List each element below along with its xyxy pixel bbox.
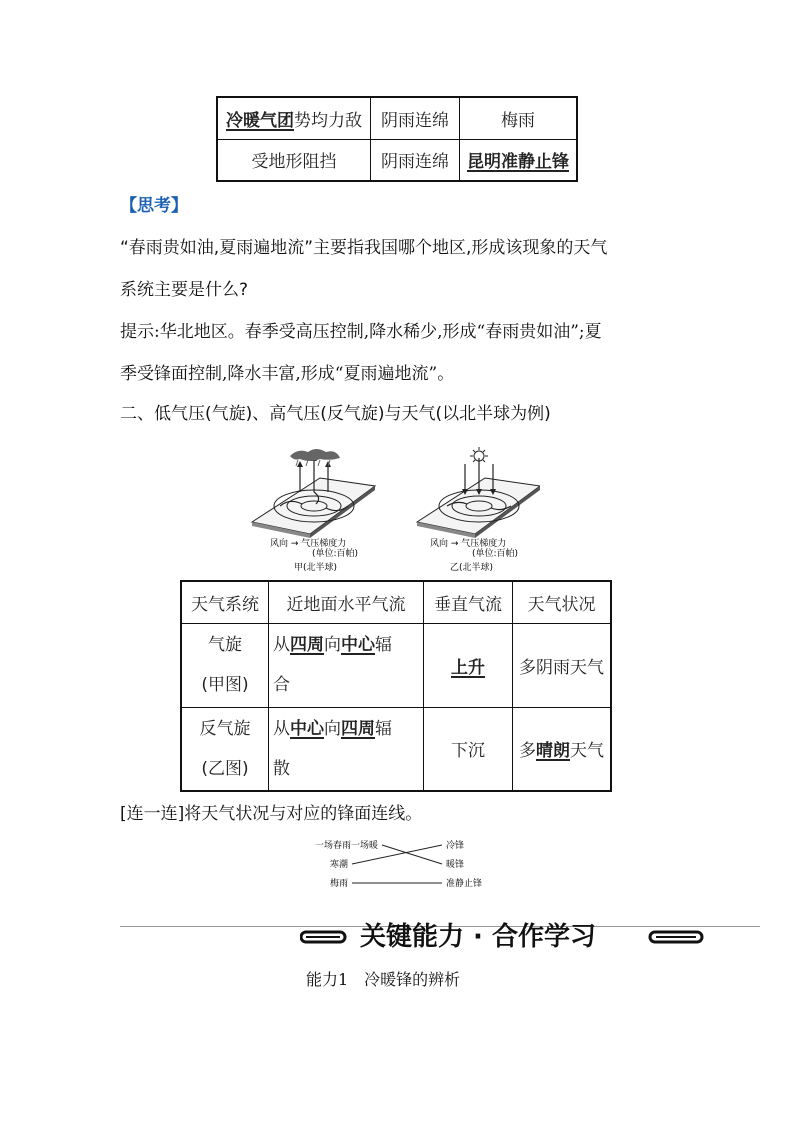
left-caption: 甲(北半球) xyxy=(294,563,338,572)
left-legend: 风向 → 气压梯度力 xyxy=(270,539,347,549)
think-heading: 【思考】 xyxy=(120,196,188,216)
system-figure-ref: (乙图) xyxy=(201,758,249,779)
weather-text: 天气 xyxy=(570,741,604,762)
connect-line xyxy=(382,845,442,864)
flow-cell xyxy=(269,707,424,791)
right-unit: (单位:百帕) xyxy=(472,549,519,559)
connect-left-item: 寒潮 xyxy=(329,860,348,870)
banner-right-ornament xyxy=(648,924,708,946)
emphasis-text: 晴朗 xyxy=(536,741,570,762)
table-weather-systems-top xyxy=(216,96,578,182)
cell-text: 势均力敌 xyxy=(294,110,362,131)
connect-right-item: 准静止锋 xyxy=(446,879,483,889)
header-cell: 天气系统 xyxy=(181,581,269,623)
header-cell: 天气状况 xyxy=(513,581,612,623)
connect-lines-figure xyxy=(300,836,500,892)
vertical-cell: 下沉 xyxy=(424,707,513,791)
think-question-line1: “春雨贵如油,夏雨遍地流”主要指我国哪个地区,形成该现象的天气 xyxy=(120,238,608,258)
table1-cell: 受地形阻挡 xyxy=(217,139,371,181)
banner-left-ornament xyxy=(300,924,350,946)
system-name: 气旋 xyxy=(208,635,242,655)
cyclone-diagram xyxy=(252,449,375,538)
emphasis-text: 昆明准静止锋 xyxy=(467,152,569,173)
connect-right-item: 冷锋 xyxy=(446,841,465,851)
section-banner xyxy=(120,916,770,952)
system-cell xyxy=(181,707,269,791)
table1-cell: 阴雨连绵 xyxy=(371,139,460,181)
table-pressure-systems xyxy=(180,580,612,792)
system-figure-ref: (甲图) xyxy=(201,675,249,695)
flow-text: 向 xyxy=(324,718,341,739)
weather-cell xyxy=(513,707,612,791)
cyclone-anticyclone-figure xyxy=(250,446,540,572)
header-cell: 近地面水平气流 xyxy=(269,581,424,623)
think-hint-line2: 季受锋面控制,降水丰富,形成“夏雨遍地流”。 xyxy=(120,364,455,384)
flow-text: 从 xyxy=(273,718,290,739)
table1-cell: 阴雨连绵 xyxy=(371,97,460,139)
right-caption: 乙(北半球) xyxy=(450,563,494,572)
vertical-cell xyxy=(424,623,513,707)
table1-cell: 梅雨 xyxy=(460,97,578,139)
weather-cell: 多阴雨天气 xyxy=(513,623,612,707)
emphasis-text: 中心 xyxy=(341,635,375,655)
left-unit: (单位:百帕) xyxy=(312,549,359,559)
connect-prompt: [连一连]将天气状况与对应的锋面连线。 xyxy=(120,804,423,824)
flow-text: 从 xyxy=(273,635,290,655)
banner-title: 关键能力 · 合作学习 xyxy=(360,922,596,952)
table1-cell xyxy=(217,97,371,139)
section-title: 二、低气压(气旋)、高气压(反气旋)与天气(以北半球为例) xyxy=(120,404,551,424)
table1-cell xyxy=(460,139,578,181)
right-legend: 风向 → 气压梯度力 xyxy=(430,539,507,549)
connect-right-item: 暖锋 xyxy=(446,860,465,870)
think-hint-line1: 提示:华北地区。春季受高压控制,降水稀少,形成“春雨贵如油”;夏 xyxy=(120,322,602,342)
system-cell xyxy=(181,623,269,707)
emphasis-text: 中心 xyxy=(290,718,324,739)
system-name: 反气旋 xyxy=(199,718,251,739)
connect-left-item: 梅雨 xyxy=(329,879,348,889)
emphasis-text: 上升 xyxy=(451,657,485,678)
think-question-line2: 系统主要是什么? xyxy=(120,280,249,300)
flow-text: 散 xyxy=(273,758,290,779)
flow-text: 辐 xyxy=(375,718,392,739)
emphasis-text: 冷暖气团 xyxy=(226,110,294,131)
flow-cell xyxy=(269,623,424,707)
flow-text: 合 xyxy=(273,675,290,695)
flow-text: 向 xyxy=(324,635,341,655)
weather-text: 多 xyxy=(519,741,536,762)
emphasis-text: 四周 xyxy=(290,635,324,655)
header-cell: 垂直气流 xyxy=(424,581,513,623)
emphasis-text: 四周 xyxy=(341,718,375,739)
connect-left-item: 一场春雨一场暖 xyxy=(314,841,378,851)
ability-title: 能力1 冷暖锋的辨析 xyxy=(306,970,461,989)
anticyclone-diagram xyxy=(417,447,540,538)
flow-text: 辐 xyxy=(375,635,392,655)
